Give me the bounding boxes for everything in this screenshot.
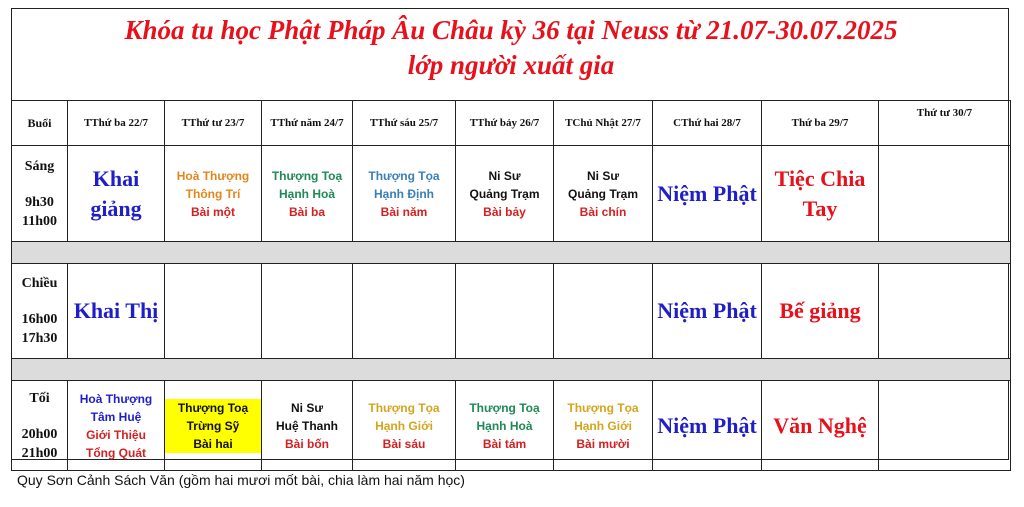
lesson-label: Bài ba xyxy=(288,204,325,219)
teacher-title: Hoà Thượng xyxy=(79,391,153,406)
header-day-4: TThứ sáu 25/7 xyxy=(353,101,456,146)
footnote: Quy Sơn Cảnh Sách Văn (gồm hai mươi mốt bài, chia làm hai năm học) xyxy=(17,472,465,488)
afternoon-day-4 xyxy=(353,264,456,359)
afternoon-row xyxy=(12,264,1011,359)
closing-label: Bế giảng xyxy=(779,298,861,323)
lesson-label: Tổng Quát xyxy=(86,445,146,460)
teacher-title: Thượng Tọa xyxy=(567,400,639,415)
session-name: Chiều xyxy=(21,276,58,291)
session-end: 17h30 xyxy=(21,331,58,346)
lesson-label: Bài một xyxy=(190,204,235,219)
teacher-title: Thượng Toạ xyxy=(271,168,343,183)
page-title xyxy=(12,13,1010,83)
evening-day-7 xyxy=(653,381,762,471)
dharma-talk-label: Khai Thị xyxy=(73,298,159,323)
teacher-name: Hạnh Định xyxy=(374,186,434,201)
morning-day-3 xyxy=(262,146,353,242)
afternoon-day-1 xyxy=(68,264,165,359)
evening-row xyxy=(12,381,1011,471)
separator-row xyxy=(12,359,1011,381)
teacher-title: Ni Sư xyxy=(586,168,620,183)
morning-day-8 xyxy=(762,146,879,242)
afternoon-day-5 xyxy=(456,264,554,359)
lesson-label: Bài mười xyxy=(576,436,630,451)
morning-session-cell xyxy=(12,146,68,242)
evening-day-8 xyxy=(762,381,879,471)
performance-label: Văn Nghệ xyxy=(773,412,867,438)
title-line-2: lớp người xuất gia xyxy=(407,50,615,80)
morning-day-2 xyxy=(165,146,262,242)
teacher-name: Hạnh Giới xyxy=(574,418,632,433)
header-day-6: TChủ Nhật 27/7 xyxy=(554,101,653,146)
header-row xyxy=(12,101,1011,146)
lesson-label: Bài tám xyxy=(482,436,527,451)
afternoon-day-9 xyxy=(879,264,1011,359)
session-name: Tối xyxy=(29,390,50,406)
header-day-8: Thứ ba 29/7 xyxy=(762,101,879,146)
chanting-label: Niệm Phật xyxy=(657,298,757,323)
afternoon-session-cell xyxy=(12,264,68,359)
teacher-name: Trừng Sỹ xyxy=(165,417,261,435)
header-day-3: TThứ năm 24/7 xyxy=(262,101,353,146)
schedule-frame xyxy=(11,8,1009,460)
evening-day-4 xyxy=(353,381,456,471)
teacher-title: Thượng Tọa xyxy=(368,168,440,183)
session-name: Sáng xyxy=(24,158,55,174)
title-line-1: Khóa tu học Phật Pháp Âu Châu kỳ 36 tại Neuss từ 21.07-30.07.2025 xyxy=(124,15,898,45)
opening-label: Khai giảng xyxy=(90,165,142,221)
evening-day-9 xyxy=(879,381,1011,471)
evening-day-3 xyxy=(262,381,353,471)
evening-session-cell xyxy=(12,381,68,471)
afternoon-day-8 xyxy=(762,264,879,359)
evening-day-5 xyxy=(456,381,554,471)
evening-day-1 xyxy=(68,381,165,471)
teacher-title: Thượng Tọa xyxy=(368,400,440,415)
lesson-label: Bài sáu xyxy=(382,436,426,451)
session-end: 11h00 xyxy=(21,213,57,229)
morning-day-5 xyxy=(456,146,554,242)
session-end: 21h00 xyxy=(21,445,58,461)
schedule-table xyxy=(11,100,1011,471)
morning-day-4 xyxy=(353,146,456,242)
session-start: 16h00 xyxy=(21,312,58,327)
lesson-label: Bài năm xyxy=(380,204,428,219)
morning-day-1 xyxy=(68,146,165,242)
header-session: Buổi xyxy=(12,101,68,146)
teacher-title: Hoà Thượng xyxy=(176,168,250,183)
teacher-name: Tâm Huệ xyxy=(90,409,142,424)
farewell-party-label: Tiệc Chia Tay xyxy=(774,165,866,221)
teacher-name: Quảng Trạm xyxy=(469,186,540,201)
teacher-title: Ni Sư xyxy=(290,400,324,415)
teacher-name: Huệ Thanh xyxy=(276,418,338,433)
afternoon-day-6 xyxy=(554,264,653,359)
separator-row xyxy=(12,242,1011,264)
afternoon-day-3 xyxy=(262,264,353,359)
lesson-label: Bài hai xyxy=(165,435,261,453)
morning-day-6 xyxy=(554,146,653,242)
teacher-name: Hạnh Hoà xyxy=(278,186,335,201)
teacher-name: Hạnh Giới xyxy=(375,418,433,433)
morning-day-9 xyxy=(879,146,1011,242)
session-start: 20h00 xyxy=(21,426,58,442)
teacher-title: Ni Sư xyxy=(488,168,521,183)
morning-day-7 xyxy=(653,146,762,242)
afternoon-day-7 xyxy=(653,264,762,359)
lesson-label: Bài bảy xyxy=(483,204,526,219)
lesson-label: Bài bốn xyxy=(285,436,329,451)
teacher-name: Thông Trí xyxy=(185,186,241,201)
teacher-name: Hạnh Hoà xyxy=(476,418,533,433)
chanting-label: Niệm Phật xyxy=(657,180,757,206)
header-day-2: TThứ tư 23/7 xyxy=(165,101,262,146)
header-day-1: TThứ ba 22/7 xyxy=(68,101,165,146)
teacher-title: Thượng Toạ xyxy=(165,399,261,417)
evening-day-2 xyxy=(165,381,262,471)
header-day-7: CThứ hai 28/7 xyxy=(653,101,762,146)
header-day-5: TThứ bảy 26/7 xyxy=(456,101,554,146)
session-start: 9h30 xyxy=(25,194,54,210)
chanting-label: Niệm Phật xyxy=(657,412,757,438)
teacher-title: Thượng Toạ xyxy=(469,400,540,415)
lesson-label: Bài chín xyxy=(579,204,627,219)
evening-day-6 xyxy=(554,381,653,471)
lesson-label: Giới Thiệu xyxy=(86,427,146,442)
afternoon-day-2 xyxy=(165,264,262,359)
header-day-9: Thứ tư 30/7 xyxy=(879,101,1011,146)
teacher-name: Quảng Trạm xyxy=(567,186,638,201)
morning-row xyxy=(12,146,1011,242)
